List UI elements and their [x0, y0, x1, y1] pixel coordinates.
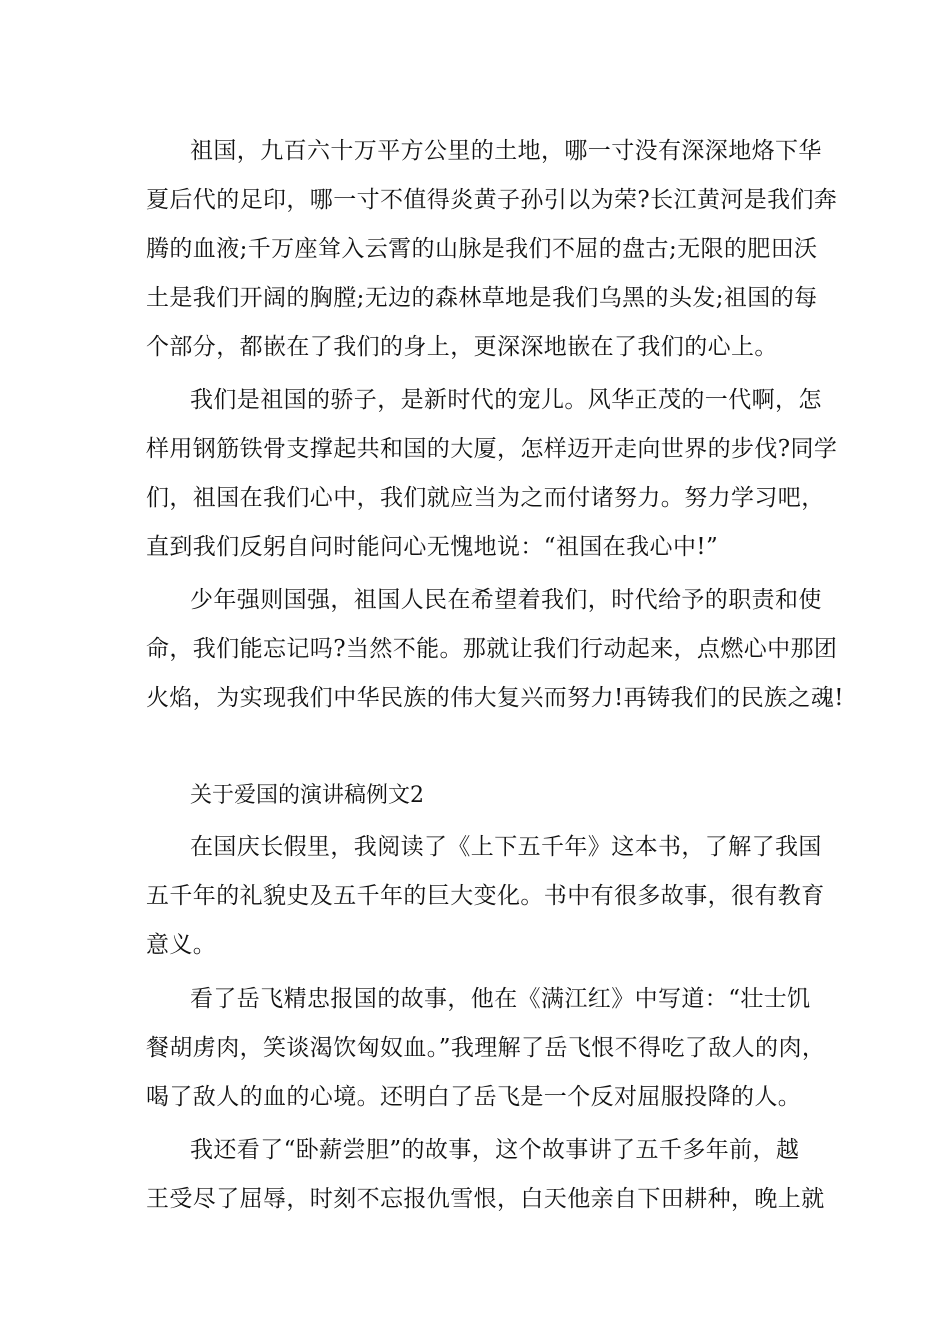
- text-line: 喝了敌人的血的心境。还明白了岳飞是一个反对屈服投降的人。: [146, 1084, 802, 1110]
- text-line: 火焰，为实现我们中华民族的伟大复兴而努力!再铸我们的民族之魂!: [146, 685, 844, 711]
- section-title: 关于爱国的演讲稿例文2: [190, 783, 424, 808]
- text-line: 直到我们反躬自问时能问心无愧地说：“祖国在我心中!”: [146, 534, 719, 560]
- text-line: 土是我们开阔的胸膛;无边的森林草地是我们乌黑的头发;祖国的每: [146, 285, 818, 311]
- text-line: 意义。: [146, 932, 217, 958]
- text-line: 个部分，都嵌在了我们的身上，更深深地嵌在了我们的心上。: [146, 334, 778, 360]
- text-line: 少年强则国强，祖国人民在希望着我们，时代给予的职责和使: [190, 587, 822, 613]
- text-line: 五千年的礼貌史及五千年的巨大变化。书中有很多故事，很有教育: [146, 883, 825, 909]
- text-line: 在国庆长假里，我阅读了《上下五千年》这本书，了解了我国: [190, 834, 822, 860]
- text-line: 夏后代的足印，哪一寸不值得炎黄子孙引以为荣?长江黄河是我们奔: [146, 187, 838, 213]
- text-line: 样用钢筋铁骨支撑起共和国的大厦，怎样迈开走向世界的步伐?同学: [146, 436, 838, 462]
- text-line: 餐胡虏肉，笑谈渴饮匈奴血。”我理解了岳飞恨不得吃了敌人的肉，: [146, 1035, 826, 1061]
- text-line: 腾的血液;千万座耸入云霄的山脉是我们不屈的盘古;无限的肥田沃: [146, 236, 818, 262]
- text-line: 祖国，九百六十万平方公里的土地，哪一寸没有深深地烙下华: [190, 138, 822, 164]
- text-line: 们，祖国在我们心中，我们就应当为之而付诸努力。努力学习吧，: [146, 485, 825, 511]
- text-line: 王受尽了屈辱，时刻不忘报仇雪恨，白天他亲自下田耕种，晚上就: [146, 1186, 825, 1212]
- text-line: 命，我们能忘记吗?当然不能。那就让我们行动起来，点燃心中那团: [146, 636, 838, 662]
- text-line: 看了岳飞精忠报国的故事，他在《满江红》中写道：“壮士饥: [190, 986, 811, 1012]
- text-line: 我们是祖国的骄子，是新时代的宠儿。风华正茂的一代啊，怎: [190, 387, 822, 413]
- text-line: 我还看了“卧薪尝胆”的故事，这个故事讲了五千多年前，越: [190, 1137, 800, 1163]
